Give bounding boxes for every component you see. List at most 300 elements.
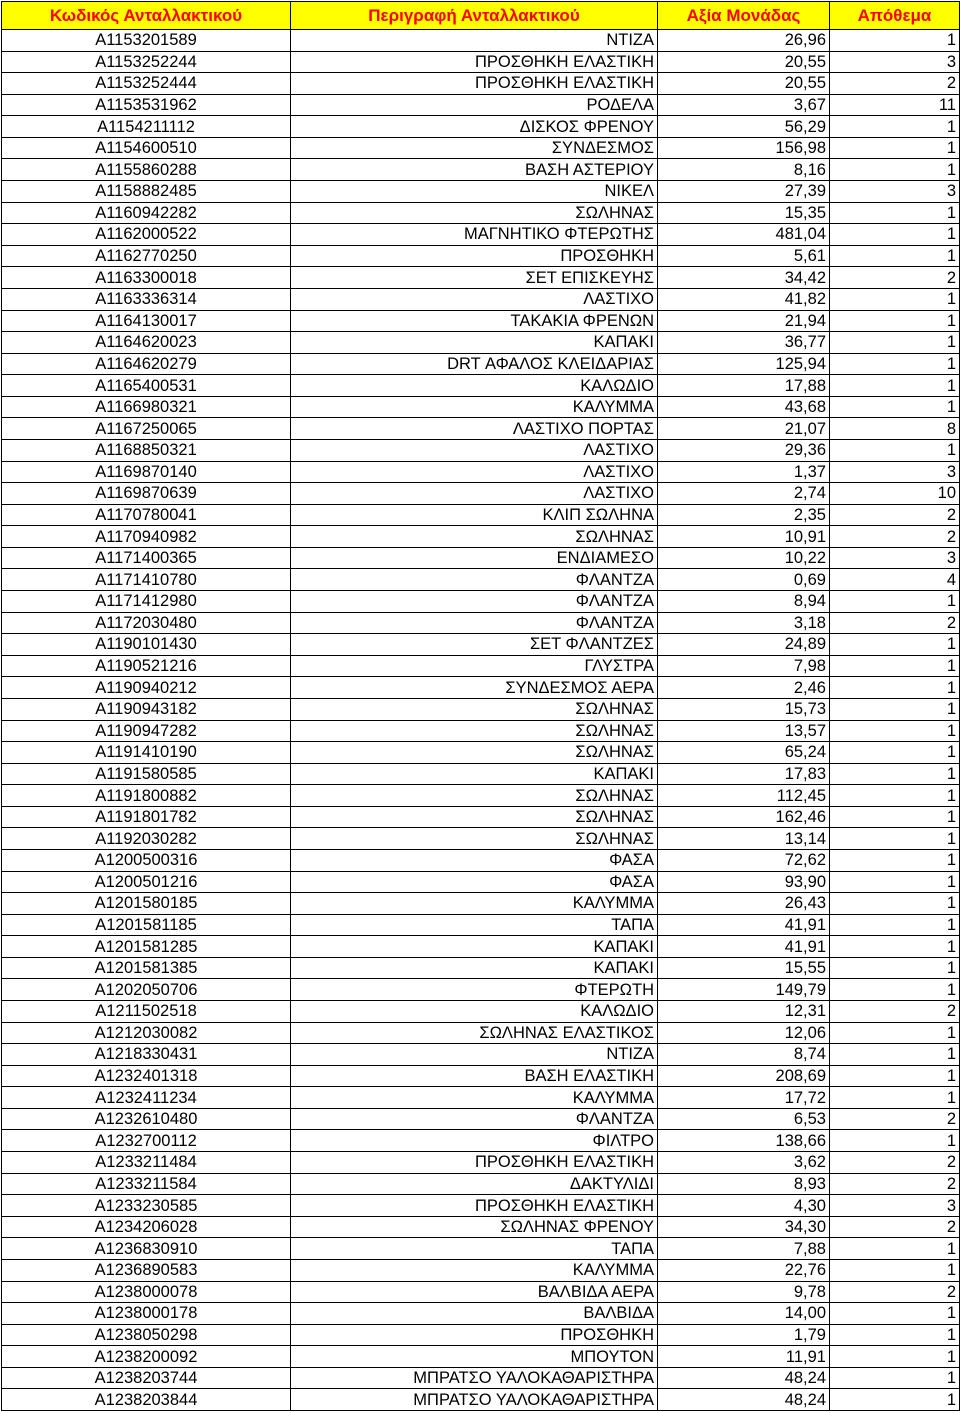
table-row (2, 332, 960, 354)
part-code-cell: A1153252244 (2, 51, 291, 73)
unit-value-cell: 17,83 (658, 763, 830, 785)
part-description-cell: ΣΩΛΗΝΑΣ (291, 806, 658, 828)
part-code-cell: A1169870639 (2, 483, 291, 505)
table-row (2, 1173, 960, 1195)
table-row (2, 547, 960, 569)
part-description-cell: ΦΑΣΑ (291, 871, 658, 893)
unit-value-cell: 20,55 (658, 73, 830, 95)
header-unit-value: Αξία Μονάδας (658, 2, 830, 30)
table-row (2, 806, 960, 828)
part-description-cell: ΦΛΑΝΤΖΑ (291, 612, 658, 634)
header-stock: Απόθεμα (830, 2, 960, 30)
table-row (2, 1238, 960, 1260)
part-code-cell: A1171412980 (2, 591, 291, 613)
stock-cell: 8 (830, 418, 960, 440)
part-description-cell: ΦΛΑΝΤΖΑ (291, 591, 658, 613)
part-code-cell: A1232700112 (2, 1130, 291, 1152)
part-code-cell: A1201581385 (2, 957, 291, 979)
part-description-cell: ΣΩΛΗΝΑΣ (291, 698, 658, 720)
table-row (2, 828, 960, 850)
part-description-cell: ΚΑΠΑΚΙ (291, 936, 658, 958)
stock-cell: 1 (830, 224, 960, 246)
table-row (2, 1216, 960, 1238)
part-description-cell: ΦΤΕΡΩΤΗ (291, 979, 658, 1001)
part-description-cell: ΠΡΟΣΘΗΚΗ ΕΛΑΣΤΙΚΗ (291, 1152, 658, 1174)
table-row (2, 936, 960, 958)
unit-value-cell: 26,43 (658, 893, 830, 915)
stock-cell: 1 (830, 1259, 960, 1281)
table-row (2, 1130, 960, 1152)
parts-table (1, 1, 960, 1411)
table-row (2, 785, 960, 807)
part-code-cell: A1160942282 (2, 202, 291, 224)
stock-cell: 1 (830, 677, 960, 699)
table-row (2, 763, 960, 785)
part-description-cell: ΜΠΡΑΤΣΟ ΥΑΛΟΚΑΘΑΡΙΣΤΗΡΑ (291, 1389, 658, 1411)
stock-cell: 1 (830, 202, 960, 224)
part-code-cell: A1191580585 (2, 763, 291, 785)
unit-value-cell: 112,45 (658, 785, 830, 807)
unit-value-cell: 4,30 (658, 1195, 830, 1217)
table-row (2, 569, 960, 591)
unit-value-cell: 208,69 (658, 1065, 830, 1087)
part-code-cell: A1236890583 (2, 1259, 291, 1281)
stock-cell: 10 (830, 483, 960, 505)
stock-cell: 1 (830, 288, 960, 310)
unit-value-cell: 41,82 (658, 288, 830, 310)
part-code-cell: A1163336314 (2, 288, 291, 310)
unit-value-cell: 21,94 (658, 310, 830, 332)
table-row (2, 1001, 960, 1023)
unit-value-cell: 41,91 (658, 936, 830, 958)
stock-cell: 1 (830, 332, 960, 354)
part-description-cell: ΚΑΠΑΚΙ (291, 332, 658, 354)
unit-value-cell: 17,88 (658, 375, 830, 397)
table-row (2, 94, 960, 116)
stock-cell: 1 (830, 979, 960, 1001)
part-code-cell: A1167250065 (2, 418, 291, 440)
stock-cell: 1 (830, 1044, 960, 1066)
unit-value-cell: 12,06 (658, 1022, 830, 1044)
part-code-cell: A1164620023 (2, 332, 291, 354)
stock-cell: 1 (830, 1065, 960, 1087)
stock-cell: 1 (830, 1389, 960, 1411)
stock-cell: 4 (830, 569, 960, 591)
part-description-cell: ΠΡΟΣΘΗΚΗ ΕΛΑΣΤΙΚΗ (291, 51, 658, 73)
stock-cell: 1 (830, 353, 960, 375)
unit-value-cell: 481,04 (658, 224, 830, 246)
table-row (2, 1044, 960, 1066)
stock-cell: 3 (830, 1195, 960, 1217)
part-description-cell: ΔΙΣΚΟΣ ΦΡΕΝΟΥ (291, 116, 658, 138)
unit-value-cell: 1,79 (658, 1324, 830, 1346)
unit-value-cell: 2,74 (658, 483, 830, 505)
table-row (2, 957, 960, 979)
part-description-cell: ΣΩΛΗΝΑΣ ΕΛΑΣΤΙΚΟΣ (291, 1022, 658, 1044)
part-code-cell: A1232411234 (2, 1087, 291, 1109)
unit-value-cell: 156,98 (658, 137, 830, 159)
part-description-cell: ΦΛΑΝΤΖΑ (291, 1108, 658, 1130)
table-row (2, 483, 960, 505)
unit-value-cell: 48,24 (658, 1367, 830, 1389)
part-code-cell: A1202050706 (2, 979, 291, 1001)
stock-cell: 3 (830, 461, 960, 483)
part-code-cell: A1164620279 (2, 353, 291, 375)
part-code-cell: A1190940212 (2, 677, 291, 699)
stock-cell: 1 (830, 310, 960, 332)
unit-value-cell: 0,69 (658, 569, 830, 591)
header-row (2, 2, 960, 30)
stock-cell: 1 (830, 1303, 960, 1325)
unit-value-cell: 21,07 (658, 418, 830, 440)
part-code-cell: A1201580185 (2, 893, 291, 915)
stock-cell: 1 (830, 1324, 960, 1346)
stock-cell: 2 (830, 504, 960, 526)
stock-cell: 2 (830, 1108, 960, 1130)
table-row (2, 30, 960, 52)
unit-value-cell: 8,93 (658, 1173, 830, 1195)
unit-value-cell: 29,36 (658, 439, 830, 461)
stock-cell: 1 (830, 785, 960, 807)
part-code-cell: A1170940982 (2, 526, 291, 548)
table-row (2, 871, 960, 893)
stock-cell: 1 (830, 936, 960, 958)
unit-value-cell: 15,35 (658, 202, 830, 224)
table-row (2, 720, 960, 742)
part-code-cell: A1192030282 (2, 828, 291, 850)
table-row (2, 526, 960, 548)
part-description-cell: DRT ΑΦΑΛΟΣ ΚΛΕΙΔΑΡΙΑΣ (291, 353, 658, 375)
unit-value-cell: 93,90 (658, 871, 830, 893)
part-code-cell: A1200501216 (2, 871, 291, 893)
unit-value-cell: 149,79 (658, 979, 830, 1001)
part-description-cell: ΤΑΚΑΚΙΑ ΦΡΕΝΩΝ (291, 310, 658, 332)
part-description-cell: ΕΝΔΙΑΜΕΣΟ (291, 547, 658, 569)
table-row (2, 245, 960, 267)
stock-cell: 1 (830, 914, 960, 936)
table-row (2, 353, 960, 375)
table-row (2, 1324, 960, 1346)
part-code-cell: A1154211112 (2, 116, 291, 138)
stock-cell: 2 (830, 267, 960, 289)
stock-cell: 2 (830, 1001, 960, 1023)
part-description-cell: ΒΑΣΗ ΕΛΑΣΤΙΚΗ (291, 1065, 658, 1087)
stock-cell: 3 (830, 547, 960, 569)
part-code-cell: A1211502518 (2, 1001, 291, 1023)
part-description-cell: ΛΑΣΤΙΧΟ (291, 483, 658, 505)
part-description-cell: ΝΤΙΖΑ (291, 30, 658, 52)
table-row (2, 375, 960, 397)
part-code-cell: A1165400531 (2, 375, 291, 397)
part-code-cell: A1233211584 (2, 1173, 291, 1195)
unit-value-cell: 34,42 (658, 267, 830, 289)
part-code-cell: A1191410190 (2, 742, 291, 764)
stock-cell: 1 (830, 137, 960, 159)
table-row (2, 742, 960, 764)
stock-cell: 1 (830, 1346, 960, 1368)
part-code-cell: A1162770250 (2, 245, 291, 267)
unit-value-cell: 15,73 (658, 698, 830, 720)
part-description-cell: ΠΡΟΣΘΗΚΗ (291, 245, 658, 267)
unit-value-cell: 2,35 (658, 504, 830, 526)
part-description-cell: ΜΠΡΑΤΣΟ ΥΑΛΟΚΑΘΑΡΙΣΤΗΡΑ (291, 1367, 658, 1389)
unit-value-cell: 5,61 (658, 245, 830, 267)
table-row (2, 73, 960, 95)
part-description-cell: ΣΕΤ ΦΛΑΝΤΖΕΣ (291, 634, 658, 656)
stock-cell: 1 (830, 720, 960, 742)
part-code-cell: A1238000178 (2, 1303, 291, 1325)
table-row (2, 181, 960, 203)
table-row (2, 159, 960, 181)
table-row (2, 137, 960, 159)
part-description-cell: ΚΑΠΑΚΙ (291, 957, 658, 979)
table-row (2, 267, 960, 289)
stock-cell: 2 (830, 1216, 960, 1238)
unit-value-cell: 15,55 (658, 957, 830, 979)
part-code-cell: A1200500316 (2, 849, 291, 871)
part-code-cell: A1233230585 (2, 1195, 291, 1217)
part-description-cell: ΛΑΣΤΙΧΟ (291, 461, 658, 483)
part-code-cell: A1232610480 (2, 1108, 291, 1130)
stock-cell: 1 (830, 1022, 960, 1044)
unit-value-cell: 2,46 (658, 677, 830, 699)
part-description-cell: ΒΑΣΗ ΑΣΤΕΡΙΟΥ (291, 159, 658, 181)
part-code-cell: A1154600510 (2, 137, 291, 159)
unit-value-cell: 162,46 (658, 806, 830, 828)
part-code-cell: A1169870140 (2, 461, 291, 483)
table-row (2, 849, 960, 871)
stock-cell: 1 (830, 1087, 960, 1109)
table-row (2, 914, 960, 936)
unit-value-cell: 14,00 (658, 1303, 830, 1325)
part-description-cell: ΣΩΛΗΝΑΣ (291, 202, 658, 224)
part-description-cell: ΚΑΛΩΔΙΟ (291, 1001, 658, 1023)
part-description-cell: ΚΑΛΩΔΙΟ (291, 375, 658, 397)
stock-cell: 2 (830, 612, 960, 634)
part-description-cell: ΦΙΛΤΡΟ (291, 1130, 658, 1152)
table-row (2, 1087, 960, 1109)
part-code-cell: A1236830910 (2, 1238, 291, 1260)
part-code-cell: A1171400365 (2, 547, 291, 569)
unit-value-cell: 24,89 (658, 634, 830, 656)
table-row (2, 504, 960, 526)
part-code-cell: A1201581185 (2, 914, 291, 936)
part-description-cell: ΤΑΠΑ (291, 1238, 658, 1260)
unit-value-cell: 3,67 (658, 94, 830, 116)
unit-value-cell: 56,29 (658, 116, 830, 138)
stock-cell: 1 (830, 871, 960, 893)
part-description-cell: ΦΑΣΑ (291, 849, 658, 871)
table-row (2, 1346, 960, 1368)
unit-value-cell: 27,39 (658, 181, 830, 203)
part-description-cell: ΚΛΙΠ ΣΩΛΗΝΑ (291, 504, 658, 526)
unit-value-cell: 65,24 (658, 742, 830, 764)
stock-cell: 1 (830, 957, 960, 979)
stock-cell: 2 (830, 526, 960, 548)
table-row (2, 439, 960, 461)
part-code-cell: A1158882485 (2, 181, 291, 203)
part-description-cell: ΒΑΛΒΙΔΑ (291, 1303, 658, 1325)
table-row (2, 461, 960, 483)
table-row (2, 677, 960, 699)
table-row (2, 1195, 960, 1217)
unit-value-cell: 20,55 (658, 51, 830, 73)
stock-cell: 1 (830, 159, 960, 181)
unit-value-cell: 26,96 (658, 30, 830, 52)
part-description-cell: ΣΩΛΗΝΑΣ (291, 828, 658, 850)
part-code-cell: A1238200092 (2, 1346, 291, 1368)
part-code-cell: A1190101430 (2, 634, 291, 656)
stock-cell: 1 (830, 116, 960, 138)
part-code-cell: A1191800882 (2, 785, 291, 807)
part-description-cell: ΚΑΛΥΜΜΑ (291, 1259, 658, 1281)
stock-cell: 1 (830, 1238, 960, 1260)
stock-cell: 1 (830, 763, 960, 785)
part-description-cell: ΛΑΣΤΙΧΟ (291, 439, 658, 461)
part-description-cell: ΔΑΚΤΥΛΙΔΙ (291, 1173, 658, 1195)
part-description-cell: ΣΩΛΗΝΑΣ ΦΡΕΝΟΥ (291, 1216, 658, 1238)
part-description-cell: ΛΑΣΤΙΧΟ (291, 288, 658, 310)
stock-cell: 1 (830, 893, 960, 915)
part-description-cell: ΤΑΠΑ (291, 914, 658, 936)
part-description-cell: ΦΛΑΝΤΖΑ (291, 569, 658, 591)
part-description-cell: ΚΑΠΑΚΙ (291, 763, 658, 785)
part-description-cell: ΚΑΛΥΜΜΑ (291, 1087, 658, 1109)
unit-value-cell: 9,78 (658, 1281, 830, 1303)
part-description-cell: ΡΟΔΕΛΑ (291, 94, 658, 116)
part-code-cell: A1238000078 (2, 1281, 291, 1303)
part-description-cell: ΣΩΛΗΝΑΣ (291, 526, 658, 548)
part-code-cell: A1201581285 (2, 936, 291, 958)
stock-cell: 11 (830, 94, 960, 116)
unit-value-cell: 8,16 (658, 159, 830, 181)
part-description-cell: ΝΙΚΕΛ (291, 181, 658, 203)
table-row (2, 1367, 960, 1389)
stock-cell: 1 (830, 30, 960, 52)
part-code-cell: A1190521216 (2, 655, 291, 677)
part-code-cell: A1172030480 (2, 612, 291, 634)
unit-value-cell: 48,24 (658, 1389, 830, 1411)
table-row (2, 893, 960, 915)
unit-value-cell: 10,91 (658, 526, 830, 548)
unit-value-cell: 1,37 (658, 461, 830, 483)
table-row (2, 1108, 960, 1130)
part-code-cell: A1191801782 (2, 806, 291, 828)
part-code-cell: A1212030082 (2, 1022, 291, 1044)
part-code-cell: A1238050298 (2, 1324, 291, 1346)
unit-value-cell: 8,74 (658, 1044, 830, 1066)
part-description-cell: ΣΩΛΗΝΑΣ (291, 785, 658, 807)
unit-value-cell: 12,31 (658, 1001, 830, 1023)
stock-cell: 1 (830, 591, 960, 613)
part-code-cell: A1162000522 (2, 224, 291, 246)
part-code-cell: A1232401318 (2, 1065, 291, 1087)
part-description-cell: ΚΑΛΥΜΜΑ (291, 893, 658, 915)
stock-cell: 1 (830, 1367, 960, 1389)
table-row (2, 116, 960, 138)
part-code-cell: A1155860288 (2, 159, 291, 181)
table-row (2, 591, 960, 613)
part-description-cell: ΠΡΟΣΘΗΚΗ (291, 1324, 658, 1346)
unit-value-cell: 13,14 (658, 828, 830, 850)
part-code-cell: A1153201589 (2, 30, 291, 52)
part-code-cell: A1153531962 (2, 94, 291, 116)
unit-value-cell: 13,57 (658, 720, 830, 742)
stock-cell: 2 (830, 1281, 960, 1303)
unit-value-cell: 36,77 (658, 332, 830, 354)
part-code-cell: A1166980321 (2, 396, 291, 418)
stock-cell: 1 (830, 375, 960, 397)
unit-value-cell: 7,88 (658, 1238, 830, 1260)
unit-value-cell: 138,66 (658, 1130, 830, 1152)
unit-value-cell: 17,72 (658, 1087, 830, 1109)
part-description-cell: ΜΑΓΝΗΤΙΚΟ ΦΤΕΡΩΤΗΣ (291, 224, 658, 246)
part-description-cell: ΜΠΟΥΤΟΝ (291, 1346, 658, 1368)
table-row (2, 418, 960, 440)
table-row (2, 224, 960, 246)
table-row (2, 612, 960, 634)
stock-cell: 1 (830, 1130, 960, 1152)
table-row (2, 655, 960, 677)
part-description-cell: ΓΛΥΣΤΡΑ (291, 655, 658, 677)
unit-value-cell: 10,22 (658, 547, 830, 569)
stock-cell: 1 (830, 396, 960, 418)
unit-value-cell: 8,94 (658, 591, 830, 613)
part-code-cell: A1234206028 (2, 1216, 291, 1238)
stock-cell: 1 (830, 439, 960, 461)
stock-cell: 1 (830, 655, 960, 677)
unit-value-cell: 3,62 (658, 1152, 830, 1174)
unit-value-cell: 6,53 (658, 1108, 830, 1130)
stock-cell: 2 (830, 1152, 960, 1174)
part-code-cell: A1153252444 (2, 73, 291, 95)
table-row (2, 634, 960, 656)
part-code-cell: A1171410780 (2, 569, 291, 591)
part-code-cell: A1163300018 (2, 267, 291, 289)
stock-cell: 1 (830, 698, 960, 720)
table-row (2, 288, 960, 310)
table-row (2, 1065, 960, 1087)
stock-cell: 2 (830, 73, 960, 95)
part-description-cell: ΠΡΟΣΘΗΚΗ ΕΛΑΣΤΙΚΗ (291, 1195, 658, 1217)
part-code-cell: A1164130017 (2, 310, 291, 332)
part-description-cell: ΚΑΛΥΜΜΑ (291, 396, 658, 418)
table-row (2, 1152, 960, 1174)
part-description-cell: ΝΤΙΖΑ (291, 1044, 658, 1066)
table-row (2, 698, 960, 720)
part-description-cell: ΠΡΟΣΘΗΚΗ ΕΛΑΣΤΙΚΗ (291, 73, 658, 95)
table-row (2, 202, 960, 224)
stock-cell: 2 (830, 1173, 960, 1195)
stock-cell: 3 (830, 181, 960, 203)
stock-cell: 1 (830, 742, 960, 764)
table-row (2, 1303, 960, 1325)
part-code-cell: A1238203844 (2, 1389, 291, 1411)
table-row (2, 1389, 960, 1411)
unit-value-cell: 22,76 (658, 1259, 830, 1281)
part-description-cell: ΛΑΣΤΙΧΟ ΠΟΡΤΑΣ (291, 418, 658, 440)
unit-value-cell: 3,18 (658, 612, 830, 634)
header-part-code: Κωδικός Ανταλλακτικού (2, 2, 291, 30)
part-description-cell: ΒΑΛΒΙΔΑ ΑΕΡΑ (291, 1281, 658, 1303)
table-row (2, 1281, 960, 1303)
unit-value-cell: 41,91 (658, 914, 830, 936)
unit-value-cell: 72,62 (658, 849, 830, 871)
table-row (2, 979, 960, 1001)
unit-value-cell: 125,94 (658, 353, 830, 375)
part-description-cell: ΣΥΝΔΕΣΜΟΣ ΑΕΡΑ (291, 677, 658, 699)
part-description-cell: ΣΕΤ ΕΠΙΣΚΕΥΗΣ (291, 267, 658, 289)
